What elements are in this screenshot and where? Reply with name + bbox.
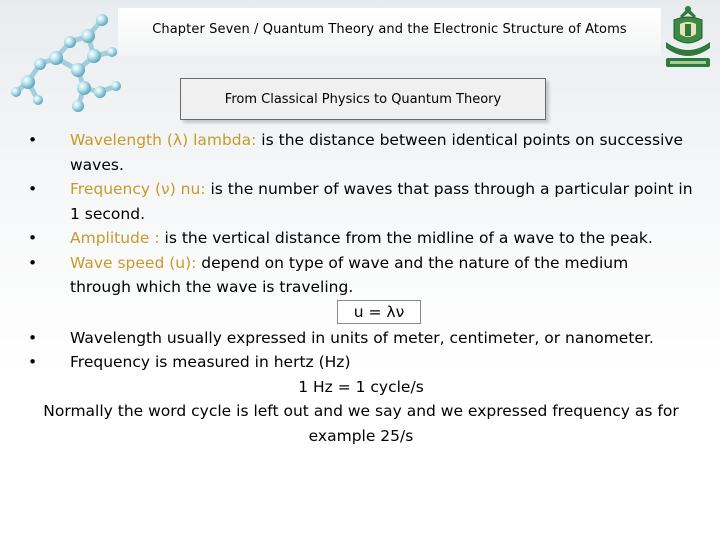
definition-wave-speed: depend on type of wave and the nature of the medium through which the wave is traveling.	[70, 253, 629, 296]
university-crest-icon	[660, 2, 716, 70]
hertz-definition: 1 Hz = 1 cycle/s	[298, 377, 424, 396]
chapter-title: Chapter Seven / Quantum Theory and the Electronic Structure of Atoms	[152, 22, 627, 37]
bullet-wave-speed	[28, 251, 694, 300]
bullet-frequency	[28, 177, 694, 226]
definition-amplitude: is the vertical distance from the midline of a wave to the peak.	[159, 229, 653, 247]
molecule-model-icon	[4, 6, 134, 124]
bullet-dot: •	[28, 131, 38, 149]
bullet-dot: •	[28, 253, 38, 272]
subtitle-text: From Classical Physics to Quantum Theory	[224, 92, 502, 107]
term-wave-speed: Wave speed (u):	[70, 253, 197, 272]
term-amplitude: Amplitude :	[70, 229, 160, 247]
frequency-units-text: Frequency is measured in hertz (Hz)	[70, 353, 351, 371]
bullet-dot: •	[28, 180, 38, 198]
bullet-dot: •	[28, 353, 38, 371]
wave-speed-formula: u = λν	[337, 300, 422, 324]
closing-note: Normally the word cycle is left out and we say and we expressed frequency as for example 25/s	[43, 402, 679, 445]
bullet-dot: •	[28, 328, 38, 347]
formula-row	[28, 300, 694, 326]
wavelength-units-text: Wavelength usually expressed in units of meter, centimeter, or nanometer.	[70, 328, 654, 347]
subtitle-box	[180, 78, 546, 120]
bullet-frequency-units	[28, 350, 694, 375]
bullet-wavelength-units	[28, 326, 694, 351]
term-wavelength: Wavelength (λ) lambda:	[70, 131, 257, 149]
definition-wavelength: is the distance between identical points on successive waves.	[70, 131, 684, 174]
slide-content	[28, 128, 694, 448]
bullet-dot: •	[28, 229, 38, 247]
term-frequency: Frequency (ν) nu:	[70, 180, 206, 198]
bullet-amplitude	[28, 226, 694, 251]
definition-frequency: is the number of waves that pass through a particular point in 1 second.	[70, 180, 693, 223]
bullet-wavelength	[28, 128, 694, 177]
